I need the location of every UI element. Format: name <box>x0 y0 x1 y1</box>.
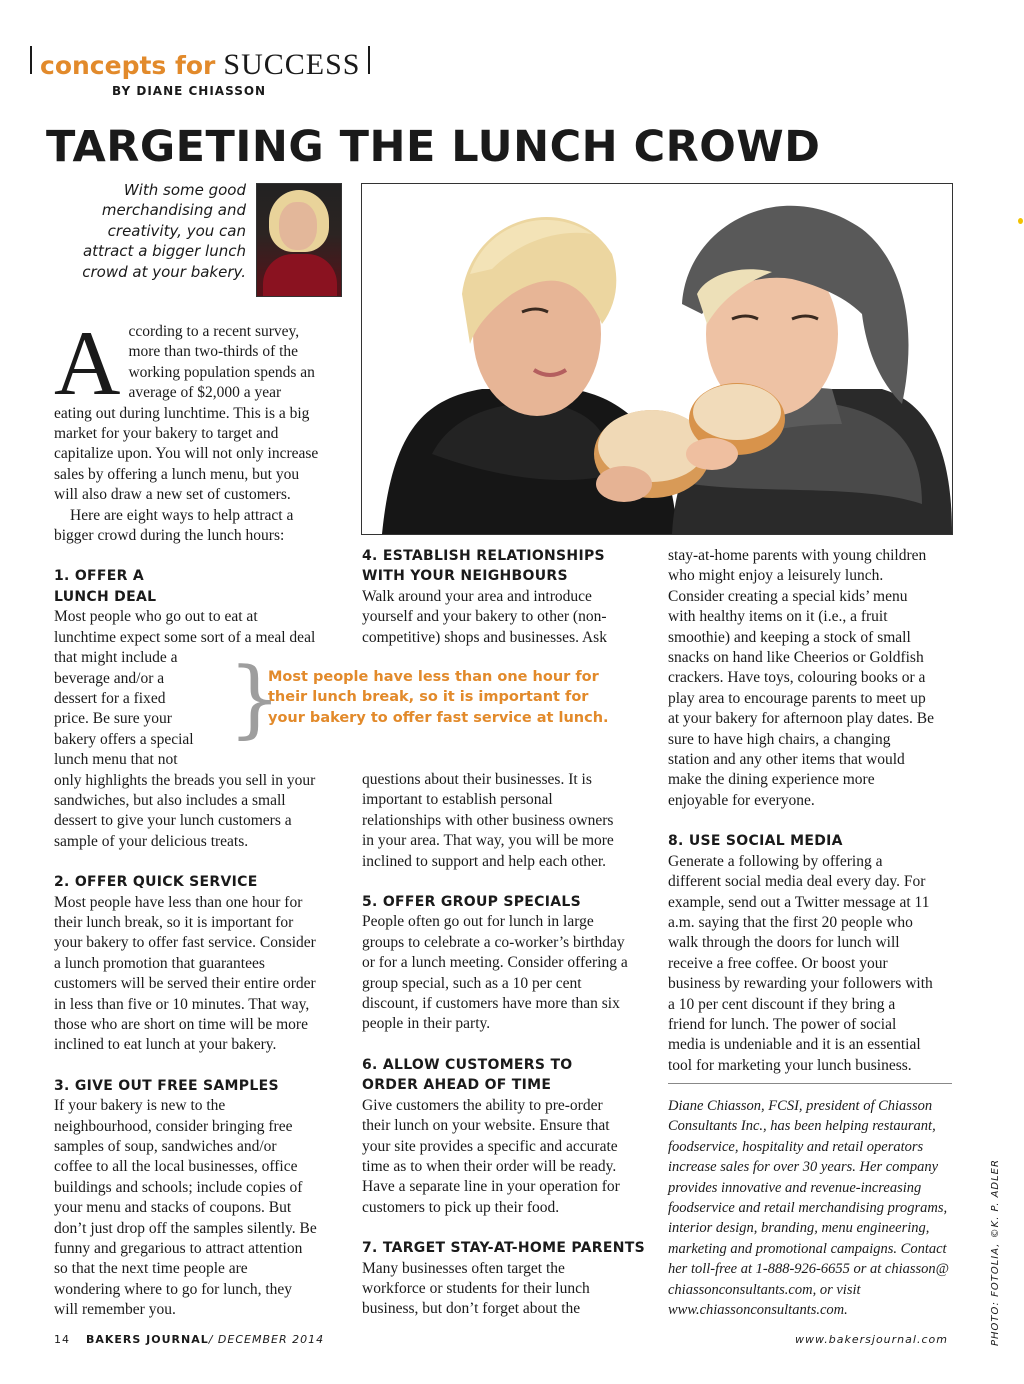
text-line: yourself and your bakery to other (non- <box>362 608 607 626</box>
section-2 <box>54 872 344 1056</box>
text-line: Most people who go out to eat at <box>54 608 258 626</box>
pull-quote-brace-icon: } <box>228 649 282 747</box>
text-line: funny and gregarious to attract attention <box>54 1240 303 1258</box>
folio <box>54 1333 324 1346</box>
pull-quote-line: your bakery to offer fast service at lunch. <box>268 709 609 726</box>
bio-line: Consultants Inc., has been helping restaurant, <box>668 1118 936 1135</box>
bio-line: chiassonconsultants.com, or visit <box>668 1281 861 1298</box>
text-line: People often go out for lunch in large <box>362 913 594 931</box>
bio-line: foodservice, hospitality and retail operators <box>668 1138 924 1155</box>
text-line: your bakery to offer fast service. Consider <box>54 934 316 952</box>
margin-mark <box>1018 218 1023 224</box>
text-line: walk through the doors for lunch will <box>668 934 900 952</box>
text-line: sure to have high chairs, a changing <box>668 730 891 748</box>
bio-line: increase sales for over 30 years. Her company <box>668 1159 939 1176</box>
text-line: groups to celebrate a co-worker’s birthday <box>362 933 625 951</box>
text-line: Here are eight ways to help attract a <box>70 506 294 524</box>
text-line: workforce or students for their lunch <box>362 1279 590 1297</box>
website-url: www.bakersjournal.com <box>795 1333 948 1346</box>
text-line: crackers. Have toys, colouring books or a <box>668 669 926 687</box>
bio-line: Diane Chiasson, FCSI, president of Chiasson <box>668 1098 933 1114</box>
section-heading: 7. TARGET STAY-AT-HOME PARENTS <box>362 1240 645 1257</box>
text-line: receive a free coffee. Or boost your <box>668 954 888 972</box>
text-line: price. Be sure your <box>54 710 172 728</box>
bio-line: marketing and promotional campaigns. Contact <box>668 1240 947 1257</box>
section-heading: 8. USE SOCIAL MEDIA <box>668 833 843 850</box>
deck-line: attract a bigger lunch <box>82 242 246 261</box>
text-line: relationships with other business owners <box>362 811 614 829</box>
text-line: your site provides a specific and accurate <box>362 1137 618 1155</box>
text-line: smoothie) and keeping a stock of small <box>668 628 911 646</box>
text-line: so that the next time people are <box>54 1260 248 1278</box>
section-heading: 2. OFFER QUICK SERVICE <box>54 874 258 891</box>
text-line: in your area. That way, you will be more <box>362 832 614 850</box>
text-line: their lunch break, so it is important for <box>54 913 294 931</box>
pull-quote-line: Most people have less than one hour for <box>268 669 599 685</box>
text-line: those who are short on time will be more <box>54 1016 308 1033</box>
text-line: example, send out a Twitter message at 11 <box>668 893 930 911</box>
text-line: important to establish personal <box>362 791 553 809</box>
text-line: questions about their businesses. It is <box>362 771 592 788</box>
text-line: make the dining experience more <box>668 771 875 789</box>
text-line: market for your bakery to target and <box>54 425 279 443</box>
text-line: play area to encourage parents to meet up <box>668 689 926 707</box>
text-line: dessert to give your lunch customers a <box>54 812 292 830</box>
text-line: bigger crowd during the lunch hours: <box>54 527 285 545</box>
text-line: at your bakery for afternoon play dates. Be <box>668 710 934 728</box>
text-line: buildings and schools; include copies of <box>54 1178 303 1196</box>
section-7 <box>362 1238 652 1320</box>
text-line: bakery offers a special <box>54 730 194 748</box>
text-line: or for a lunch meeting. Consider offering a <box>362 954 628 972</box>
section-5 <box>362 892 652 1035</box>
bio-line: her toll-free at 1-888-926-6655 or at chiasson@ <box>668 1261 950 1278</box>
text-line: wondering where to go for lunch, they <box>54 1280 293 1298</box>
text-line: working population spends an <box>128 363 315 381</box>
text-line: sales by offering a lunch menu, but you <box>54 465 300 483</box>
text-line: beverage and/or a <box>54 669 165 687</box>
text-line: eating out during lunchtime. This is a big <box>54 404 310 422</box>
column-3 <box>668 546 960 1076</box>
text-line: Most people have less than one hour for <box>54 893 303 911</box>
text-line: dessert for a fixed <box>54 689 166 707</box>
pull-quote-text <box>268 667 638 728</box>
text-line: inclined to support and help each other. <box>362 852 607 870</box>
bio-line: interior design, branding, menu engineering, <box>668 1220 930 1237</box>
photo-credit: PHOTO: FOTOLIA, ©K. P. ADLER <box>990 1159 1001 1346</box>
text-line: samples of soup, sandwiches and/or <box>54 1138 277 1156</box>
text-line: more than two-thirds of the <box>128 343 299 361</box>
text-line: will remember you. <box>54 1301 176 1319</box>
text-line: snacks on hand like Cheerios or Goldfish <box>668 649 924 667</box>
section-3 <box>54 1076 344 1321</box>
text-line: inclined to eat lunch at your bakery. <box>54 1036 277 1054</box>
text-line: a.m. saying that the first 20 people who <box>668 913 913 931</box>
page-number: 14 <box>54 1333 70 1346</box>
text-line: enjoyable for everyone. <box>668 791 815 809</box>
section-heading: WITH YOUR NEIGHBOURS <box>362 568 568 585</box>
text-line: their lunch on your website. Ensure that <box>362 1117 610 1135</box>
section-heading: ORDER AHEAD OF TIME <box>362 1077 552 1094</box>
bio-line: provides innovative and revenue-increasing <box>668 1179 922 1196</box>
text-line: sample of your delicious treats. <box>54 832 249 850</box>
series-title: concepts for <box>40 51 216 80</box>
text-line: average of $2,000 a year <box>128 384 282 402</box>
deck-line: creativity, you can <box>107 221 246 240</box>
section-heading: LUNCH DEAL <box>54 588 157 605</box>
text-line: with healthy items on it (i.e., a fruit <box>668 608 888 626</box>
text-line: people in their party. <box>362 1015 491 1033</box>
text-line: station and any other items that would <box>668 751 905 769</box>
author-headshot <box>256 183 342 297</box>
text-line: If your bakery is new to the <box>54 1097 226 1115</box>
section-heading: 5. OFFER GROUP SPECIALS <box>362 894 581 911</box>
issue-date: / DECEMBER 2014 <box>208 1333 325 1346</box>
text-line: different social media deal every day. For <box>668 873 926 891</box>
text-line: tool for marketing your lunch business. <box>668 1056 912 1074</box>
text-line: neighbourhood, consider bringing free <box>54 1117 293 1135</box>
pull-quote-line: their lunch break, so it is important for <box>268 689 589 706</box>
text-line: friend for lunch. The power of social <box>668 1015 897 1033</box>
text-line: Consider creating a special kids’ menu <box>668 587 908 605</box>
deck-line: With some good <box>123 181 246 199</box>
section-8 <box>668 831 960 1076</box>
series-title-accent: SUCCESS <box>223 48 361 81</box>
headshot-jacket <box>263 254 337 297</box>
header-divider-right <box>368 46 370 74</box>
bio-divider <box>668 1083 952 1084</box>
section-heading: 1. OFFER A <box>54 568 145 585</box>
text-line: lunch menu that not <box>54 751 178 769</box>
text-line: media is undeniable and it is an essential <box>668 1036 921 1054</box>
deck-line: merchandising and <box>101 201 246 220</box>
column-2-top <box>362 546 652 648</box>
text-line: will also draw a new set of customers. <box>54 486 291 504</box>
column-1 <box>54 312 344 1321</box>
text-line: don’t just drop off the samples silently. Be <box>54 1219 317 1237</box>
text-line: Give customers the ability to pre-order <box>362 1096 603 1114</box>
section-heading: 3. GIVE OUT FREE SAMPLES <box>54 1077 279 1094</box>
text-line: capitalize upon. You will not only increase <box>54 445 319 463</box>
section-4-continued <box>362 770 652 872</box>
text-line: Walk around your area and introduce <box>362 587 592 605</box>
text-line: a lunch promotion that guarantees <box>54 954 265 972</box>
deck <box>54 180 246 282</box>
text-line: business, but don’t forget about the <box>362 1300 581 1318</box>
text-line: your menu and stacks of coupons. But <box>54 1199 292 1217</box>
deck-line: crowd at your bakery. <box>82 262 246 281</box>
headshot-face <box>279 202 317 250</box>
text-line: group special, such as a 10 per cent <box>362 974 582 992</box>
text-line: a 10 per cent discount if they bring a <box>668 995 896 1013</box>
bio-line: www.chiassonconsultants.com. <box>668 1302 848 1319</box>
headline: TARGETING THE LUNCH CROWD <box>46 122 821 172</box>
text-line: only highlights the breads you sell in your <box>54 771 316 789</box>
text-line: Many businesses often target the <box>362 1259 565 1277</box>
hero-photo <box>361 183 953 535</box>
text-line: coffee to all the local businesses, office <box>54 1158 298 1176</box>
publication-name: BAKERS JOURNAL <box>86 1333 209 1346</box>
text-line: customers will be served their entire order <box>54 975 316 993</box>
section-7-continued <box>668 546 960 811</box>
author-bio <box>668 1096 960 1320</box>
intro-paragraph <box>54 312 344 506</box>
text-line: stay-at-home parents with young children <box>668 547 927 564</box>
section-6 <box>362 1055 652 1218</box>
text-line: competitive) shops and businesses. Ask <box>362 628 607 646</box>
text-line: ccording to a recent survey, <box>128 323 300 340</box>
text-line: lunchtime expect some sort of a meal deal <box>54 628 316 646</box>
text-line: business by rewarding your followers with <box>668 975 933 993</box>
text-line: Generate a following by offering a <box>668 852 883 870</box>
hero-photo-illustration <box>362 184 952 534</box>
byline: BY DIANE CHIASSON <box>112 84 267 98</box>
drop-cap: A <box>54 312 121 414</box>
section-heading: 6. ALLOW CUSTOMERS TO <box>362 1056 573 1073</box>
text-line: who might enjoy a leisurely lunch. <box>668 567 884 585</box>
text-line: customers to pick up their food. <box>362 1198 560 1216</box>
column-2-bottom <box>362 770 652 1320</box>
bio-line: foodservice and retail merchandising programs, <box>668 1200 948 1217</box>
text-line: discount, if customers have more than six <box>362 995 620 1013</box>
text-line: sandwiches, but also includes a small <box>54 791 286 809</box>
department-header <box>30 46 370 98</box>
section-heading: 4. ESTABLISH RELATIONSHIPS <box>362 548 605 564</box>
text-line: Have a separate line in your operation for <box>362 1178 620 1196</box>
text-line: time as to when their order will be ready. <box>362 1157 617 1175</box>
text-line: in less than five or 10 minutes. That way, <box>54 995 310 1013</box>
section-4 <box>362 546 652 648</box>
text-line: that might include a <box>54 649 178 667</box>
header-divider-left <box>30 46 32 74</box>
intro-paragraph-2 <box>54 506 344 547</box>
